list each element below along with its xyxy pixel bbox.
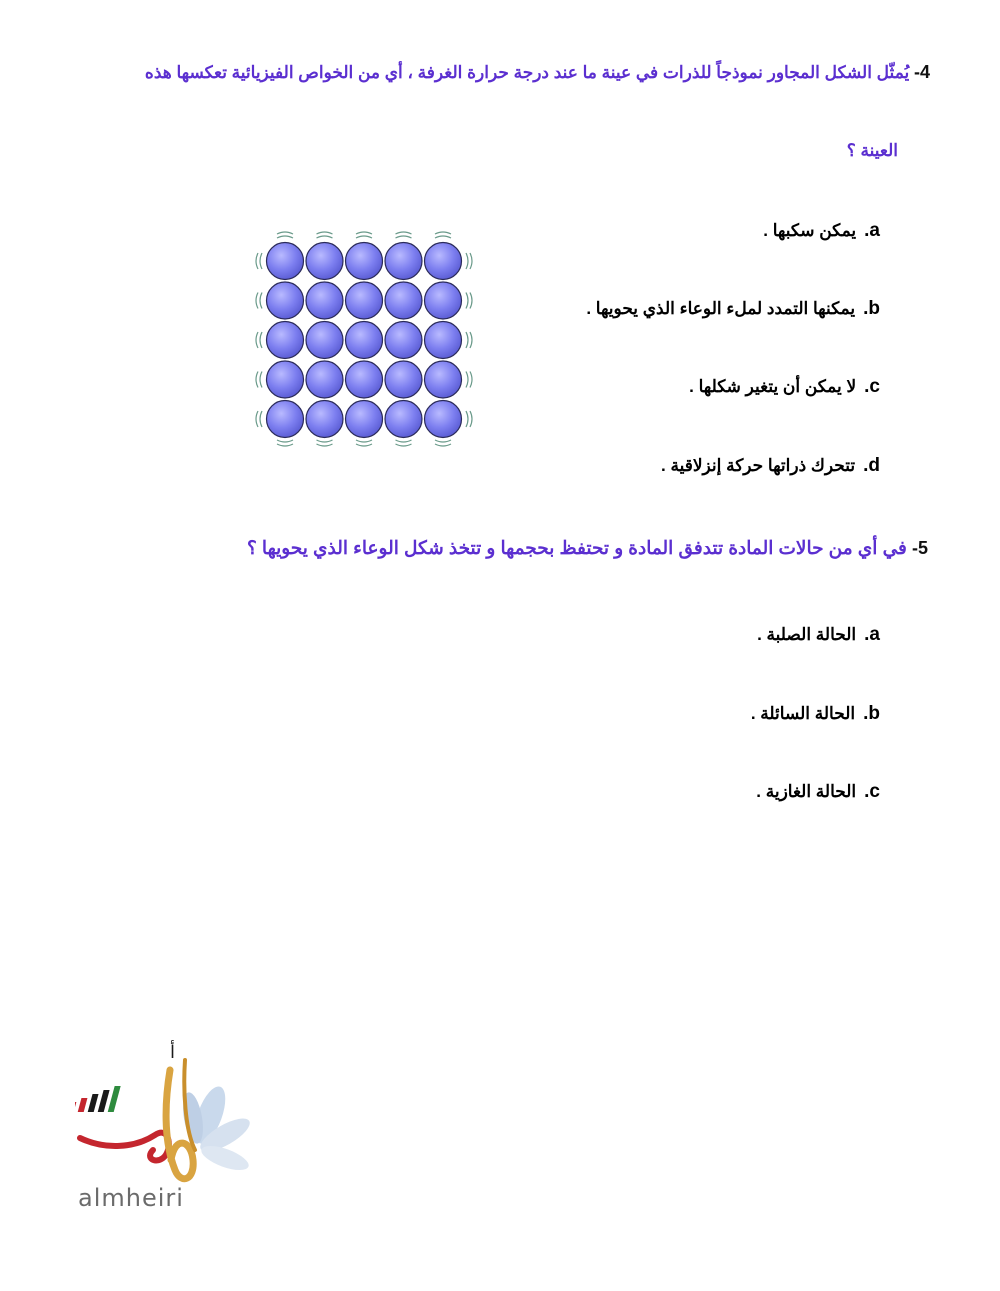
uae-flag-bars-icon <box>75 1086 121 1112</box>
atom <box>267 322 304 359</box>
vibration-mark <box>435 232 451 234</box>
q5-option-a[interactable] <box>757 624 880 646</box>
atom <box>306 361 343 398</box>
vibration-mark <box>277 232 293 234</box>
atom <box>385 401 422 438</box>
q4-option-b[interactable] <box>586 298 880 320</box>
atom <box>346 322 383 359</box>
q4-option-a[interactable] <box>763 220 880 242</box>
option-text: الحالة الصلبة . <box>757 625 857 644</box>
vibration-mark <box>470 253 472 269</box>
option-text: يمكن سكبها . <box>763 221 857 240</box>
atom <box>346 401 383 438</box>
vibration-mark <box>256 332 258 348</box>
vibration-mark <box>260 293 262 309</box>
vibration-mark <box>435 236 451 238</box>
question-4-line-1 <box>145 62 930 83</box>
atom <box>346 361 383 398</box>
vibration-mark <box>356 440 372 442</box>
option-letter: a. <box>864 220 880 241</box>
question-number: 4- <box>913 62 930 82</box>
vibration-mark <box>470 332 472 348</box>
atom-grid <box>267 243 462 438</box>
question-text: في أي من حالات المادة تتدفق المادة و تحتفظ بحجمها و تتخذ شكل الوعاء الذي يحويها ؟ <box>246 537 907 558</box>
atom <box>425 282 462 319</box>
q4-option-d[interactable] <box>661 455 880 477</box>
option-text: الحالة السائلة . <box>750 704 856 723</box>
option-text: تتحرك ذراتها حركة إنزلاقية . <box>661 456 856 475</box>
atom <box>385 322 422 359</box>
question-4-line-2: العينة ؟ <box>846 141 898 160</box>
vibration-mark <box>356 236 372 238</box>
atom <box>267 401 304 438</box>
vibration-mark <box>277 440 293 442</box>
q4-option-c[interactable] <box>689 376 880 398</box>
calligraphy-swoosh-icon <box>80 1133 169 1161</box>
option-letter: b. <box>863 703 880 724</box>
vibration-mark <box>256 253 258 269</box>
atom <box>385 282 422 319</box>
atom <box>346 282 383 319</box>
atom <box>267 361 304 398</box>
atom <box>267 282 304 319</box>
vibration-mark <box>396 232 412 234</box>
vibration-mark <box>256 293 258 309</box>
option-letter: b. <box>863 298 880 319</box>
solid-atoms-diagram <box>250 218 480 453</box>
option-text: الحالة الغازية . <box>756 782 857 801</box>
option-text: يمكنها التمدد لملء الوعاء الذي يحويها . <box>586 299 856 318</box>
vibration-mark <box>466 372 468 388</box>
atom <box>306 243 343 280</box>
vibration-mark <box>470 293 472 309</box>
vibration-mark <box>396 440 412 442</box>
option-letter: d. <box>863 455 880 476</box>
vibration-mark <box>317 236 333 238</box>
vibration-mark <box>317 232 333 234</box>
q5-option-c[interactable] <box>756 781 880 803</box>
logo-text: almheiri <box>78 1184 184 1212</box>
atom <box>385 361 422 398</box>
vibration-mark <box>470 372 472 388</box>
vibration-mark <box>396 236 412 238</box>
vibration-mark <box>396 444 412 446</box>
atom <box>425 243 462 280</box>
atom <box>306 282 343 319</box>
vibration-mark <box>260 253 262 269</box>
vibration-mark <box>466 411 468 427</box>
atom <box>385 243 422 280</box>
vibration-mark <box>466 332 468 348</box>
atom <box>425 322 462 359</box>
atom <box>425 401 462 438</box>
atom <box>267 243 304 280</box>
option-letter: a. <box>864 624 880 645</box>
option-text: لا يمكن أن يتغير شكلها . <box>689 377 857 396</box>
vibration-mark <box>260 372 262 388</box>
atom <box>425 361 462 398</box>
logo-mark: أ <box>170 1042 176 1063</box>
vibration-mark <box>260 332 262 348</box>
option-letter: c. <box>864 781 880 802</box>
vibration-mark <box>466 253 468 269</box>
vibration-mark <box>317 444 333 446</box>
vibration-mark <box>470 411 472 427</box>
option-letter: c. <box>864 376 880 397</box>
question-number: 5- <box>911 538 928 558</box>
atom <box>306 322 343 359</box>
question-5-line-1 <box>247 537 928 559</box>
vibration-mark <box>256 372 258 388</box>
vibration-mark <box>277 444 293 446</box>
q5-option-b[interactable] <box>751 703 880 725</box>
atom <box>346 243 383 280</box>
vibration-mark <box>356 232 372 234</box>
vibration-mark <box>466 293 468 309</box>
vibration-mark <box>256 411 258 427</box>
vibration-mark <box>260 411 262 427</box>
atom <box>306 401 343 438</box>
vibration-mark <box>435 444 451 446</box>
vibration-mark <box>435 440 451 442</box>
question-text: يُمثّل الشكل المجاور نموذجاً للذرات في عينة ما عند درجة حرارة الغرفة ، أي من الخواص الفيزيائية تعكسها هذه <box>144 63 910 82</box>
vibration-mark <box>317 440 333 442</box>
vibration-mark <box>356 444 372 446</box>
vibration-mark <box>277 236 293 238</box>
